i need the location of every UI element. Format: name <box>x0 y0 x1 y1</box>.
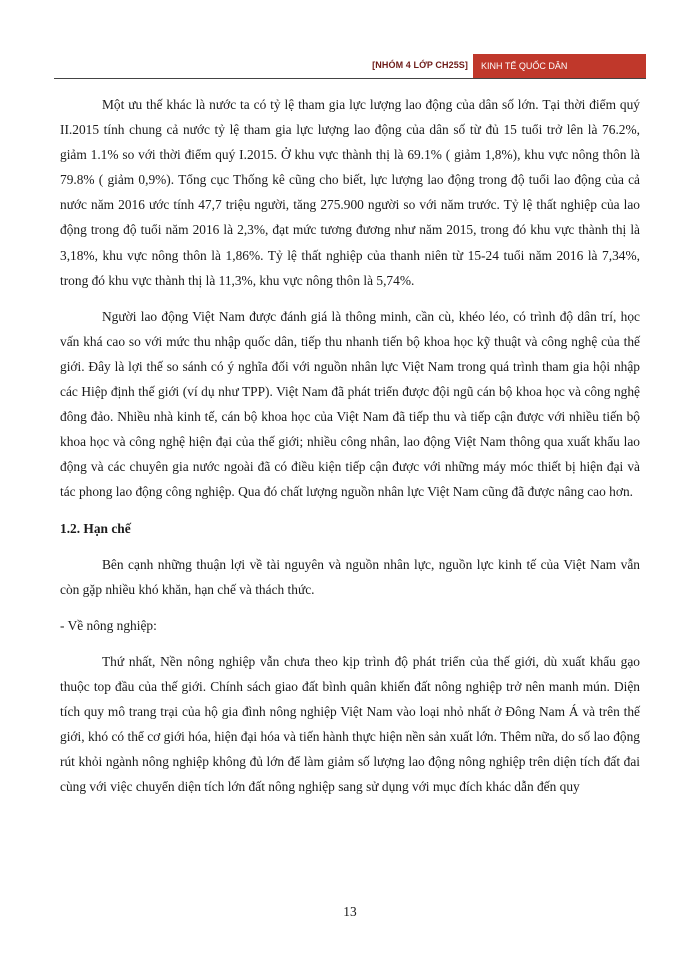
paragraph-labor-participation: Một ưu thế khác là nước ta có tỷ lệ tham gia lực lượng lao động của dân số lớn. Tại thời điểm quý II.2015 tính chung cả nước tỷ lệ tham gia lực lượng lao động của dân số từ đủ 15 tuổi trở lên là 76.2%, giảm 1.1% so với thời điểm quý I.2015. Ở khu vực thành thị là 69.1% ( giảm 1,8%), khu vực nông thôn là 79.8% ( giảm 0,9%). Tổng cục Thống kê cũng cho biết, lực lượng lao động trong độ tuổi lao động của cả nước năm 2016 ước tính 47,7 triệu người, tăng 275.900 người so với năm trước. Tỷ lệ thất nghiệp của lao động trong độ tuổi năm 2016 là 2,3%, đạt mức tương đương như năm 2015, trong đó khu vực thành thị là 3,18%, khu vực nông thôn là 1,86%. Tỷ lệ thất nghiệp của thanh niên từ 15-24 tuổi năm 2016 là 7,34%, trong đó khu vực thành thị là 11,3%, khu vực nông thôn là 5,74%. <box>60 97 640 288</box>
document-body <box>60 92 640 810</box>
page-number: 13 <box>343 904 357 919</box>
page-header <box>54 54 646 79</box>
list-item-agriculture: - Về nông nghiệp: <box>60 617 157 633</box>
header-school-label: KINH TẾ QUỐC DÂN <box>473 54 646 78</box>
paragraph-worker-quality: Người lao động Việt Nam được đánh giá là thông minh, cần cù, khéo léo, có trình độ dân trí, học vấn khá cao so với mức thu nhập quốc dân, tiếp thu nhanh tiến bộ khoa học kỹ thuật và công nghệ của thế giới. Đây là lợi thế so sánh có ý nghĩa đối với nguồn nhân lực Việt Nam trong quá trình tham gia hội nhập các Hiệp định thế giới (ví dụ như TPP). Việt Nam đã phát triển được đội ngũ cán bộ khoa học và công nghệ đông đảo. Nhiều nhà kinh tế, cán bộ khoa học của Việt Nam đã tiếp thu và tiếp cận được với nhiều tiến bộ khoa học và công nghệ hiện đại của thế giới; nhiều công nhân, lao động Việt Nam thông qua xuất khẩu lao động và các chuyên gia nước ngoài đã có điều kiện tiếp cận được với những máy móc thiết bị hiện đại và tác phong lao động công nghiệp. Qua đó chất lượng nguồn nhân lực Việt Nam cũng đã được nâng cao hơn. <box>60 308 640 500</box>
paragraph-agriculture-first: Thứ nhất, Nền nông nghiệp vẫn chưa theo kịp trình độ phát triển của thế giới, dù xuất khẩu gạo thuộc top đầu của thế giới. Chính sách giao đất bình quân khiến đất nông nghiệp trở nên manh mún. Diện tích quy mô trang trại của hộ gia đình nông nghiệp Việt Nam vào loại nhỏ nhất ở Đông Nam Á và trên thế giới, khó có thể cơ giới hóa, hiện đại hóa và tiến hành thực hiện nền sản xuất lớn. Thêm nữa, do số lao động rút khỏi ngành nông nghiệp không đủ lớn để làm giảm số lượng lao động nông nghiệp trên diện tích đất đai cùng với việc chuyển diện tích lớn đất nông nghiệp sang sử dụng với mục đích khác dẫn đến quy <box>60 653 640 795</box>
paragraph-limitations-intro: Bên cạnh những thuận lợi về tài nguyên và nguồn nhân lực, nguồn lực kinh tế của Việt Nam vẫn còn gặp nhiều khó khăn, hạn chế và thách thức. <box>60 556 640 597</box>
header-group-label: [NHÓM 4 LỚP CH25S] <box>372 60 468 70</box>
section-heading-limitations: 1.2. Hạn chế <box>60 520 131 536</box>
